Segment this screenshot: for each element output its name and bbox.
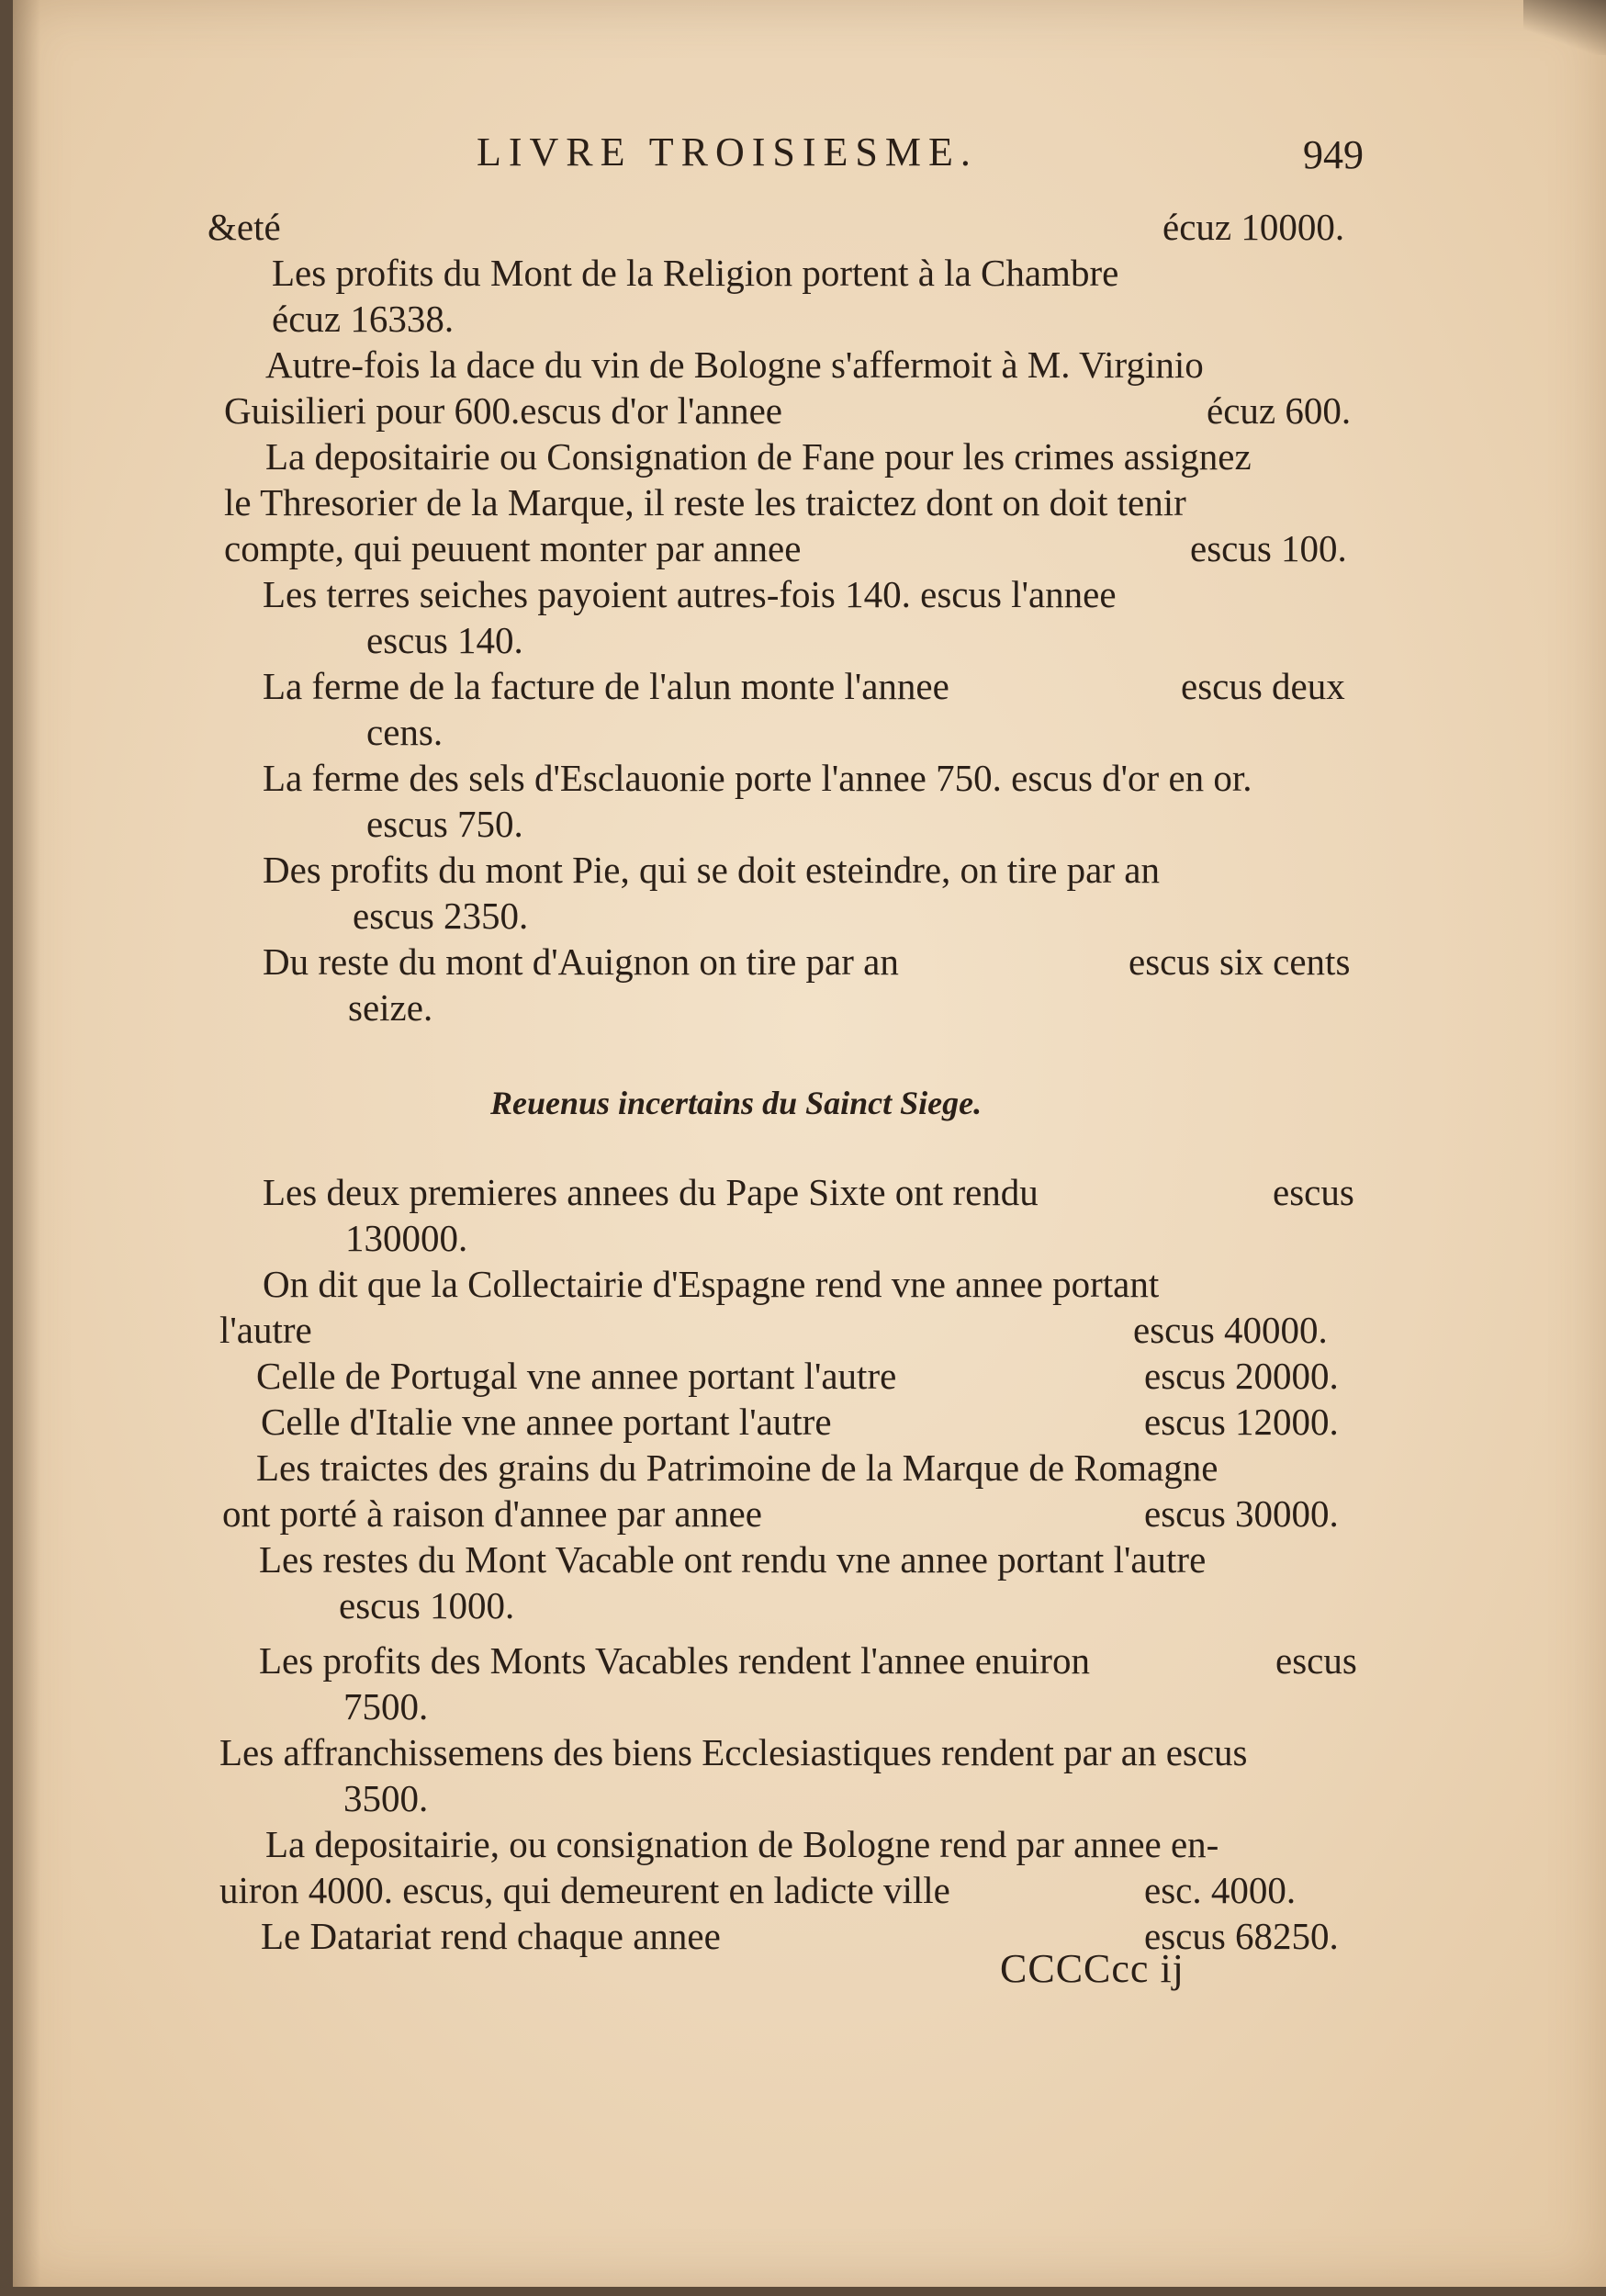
section-heading: Reuenus incertains du Sainct Siege. — [490, 1085, 983, 1121]
amount: escus 12000. — [1144, 1401, 1339, 1443]
amount: escus 20000. — [1144, 1355, 1339, 1397]
text-line: Du reste du mont d'Auignon on tire par an — [263, 940, 899, 983]
page-gutter-shadow — [13, 0, 40, 2287]
text-line: On dit que la Collectairie d'Espagne rend vne annee portant — [263, 1263, 1160, 1305]
text-line: Celle d'Italie vne annee portant l'autre — [261, 1401, 832, 1443]
text-line: écuz 16338. — [272, 298, 455, 340]
text-line: Autre-fois la dace du vin de Bologne s'affermoit à M. Virginio — [265, 343, 1204, 386]
text-line: escus 750. — [366, 803, 523, 845]
text-line: 7500. — [343, 1685, 429, 1728]
text-line: La depositairie, ou consignation de Bologne rend par annee en- — [265, 1823, 1219, 1865]
text-line: compte, qui peuuent monter par annee — [224, 527, 802, 569]
amount: écuz 600. — [1207, 389, 1352, 432]
amount: escus 100. — [1190, 527, 1347, 569]
amount: escus — [1273, 1171, 1354, 1213]
text-line: ont porté à raison d'annee par annee — [222, 1492, 762, 1535]
amount: écuz 10000. — [1162, 206, 1345, 248]
text-line: Les deux premieres annees du Pape Sixte ont rendu — [263, 1171, 1039, 1213]
text-line: Des profits du mont Pie, qui se doit esteindre, on tire par an — [263, 849, 1160, 891]
amount: escus — [1275, 1639, 1357, 1682]
text-line: 3500. — [343, 1777, 429, 1819]
text-line: Celle de Portugal vne annee portant l'autre — [256, 1355, 897, 1397]
amount: escus deux — [1181, 665, 1345, 707]
text-line: Le Datariat rend chaque annee — [261, 1915, 721, 1957]
signature-mark: CCCCcc ij — [1000, 1946, 1185, 1991]
text-line: escus 140. — [366, 619, 523, 661]
text-line: cens. — [366, 711, 444, 753]
text-line: seize. — [348, 986, 433, 1029]
text-line: La ferme de la facture de l'alun monte l'annee — [263, 665, 949, 707]
text-line: escus 2350. — [353, 895, 529, 937]
page-number: 949 — [1303, 132, 1364, 177]
amount: escus 40000. — [1133, 1309, 1328, 1351]
amount: escus six cents — [1129, 940, 1351, 983]
text-line: &eté — [208, 206, 281, 248]
amount: esc. 4000. — [1144, 1869, 1297, 1911]
text-line: escus 1000. — [339, 1584, 515, 1626]
text-line: Les affranchissemens des biens Ecclesiastiques rendent par an escus — [219, 1731, 1248, 1773]
text-line: Les traictes des grains du Patrimoine de la Marque de Romagne — [256, 1446, 1219, 1489]
text-line: le Thresorier de la Marque, il reste les traictez dont on doit tenir — [224, 481, 1186, 523]
text-line: Les terres seiches payoient autres-fois 140. escus l'annee — [263, 573, 1117, 615]
page-corner-shadow — [1523, 0, 1606, 55]
text-line: La depositairie ou Consignation de Fane pour les crimes assignez — [265, 435, 1252, 478]
running-header-title: LIVRE TROISIESME. — [477, 129, 978, 174]
book-page — [13, 0, 1606, 2287]
text-line: Les profits du Mont de la Religion portent à la Chambre — [272, 252, 1119, 294]
amount: escus 30000. — [1144, 1492, 1339, 1535]
amount: escus 68250. — [1144, 1915, 1339, 1957]
text-line: La ferme des sels d'Esclauonie porte l'annee 750. escus d'or en or. — [263, 757, 1252, 799]
text-line: 130000. — [345, 1217, 468, 1259]
text-line: uiron 4000. escus, qui demeurent en ladicte ville — [219, 1869, 950, 1911]
text-line: Les restes du Mont Vacable ont rendu vne annee portant l'autre — [259, 1538, 1207, 1581]
text-line: l'autre — [219, 1309, 312, 1351]
text-line: Guisilieri pour 600.escus d'or l'annee — [224, 389, 782, 432]
text-line: Les profits des Monts Vacables rendent l'annee enuiron — [259, 1639, 1090, 1682]
